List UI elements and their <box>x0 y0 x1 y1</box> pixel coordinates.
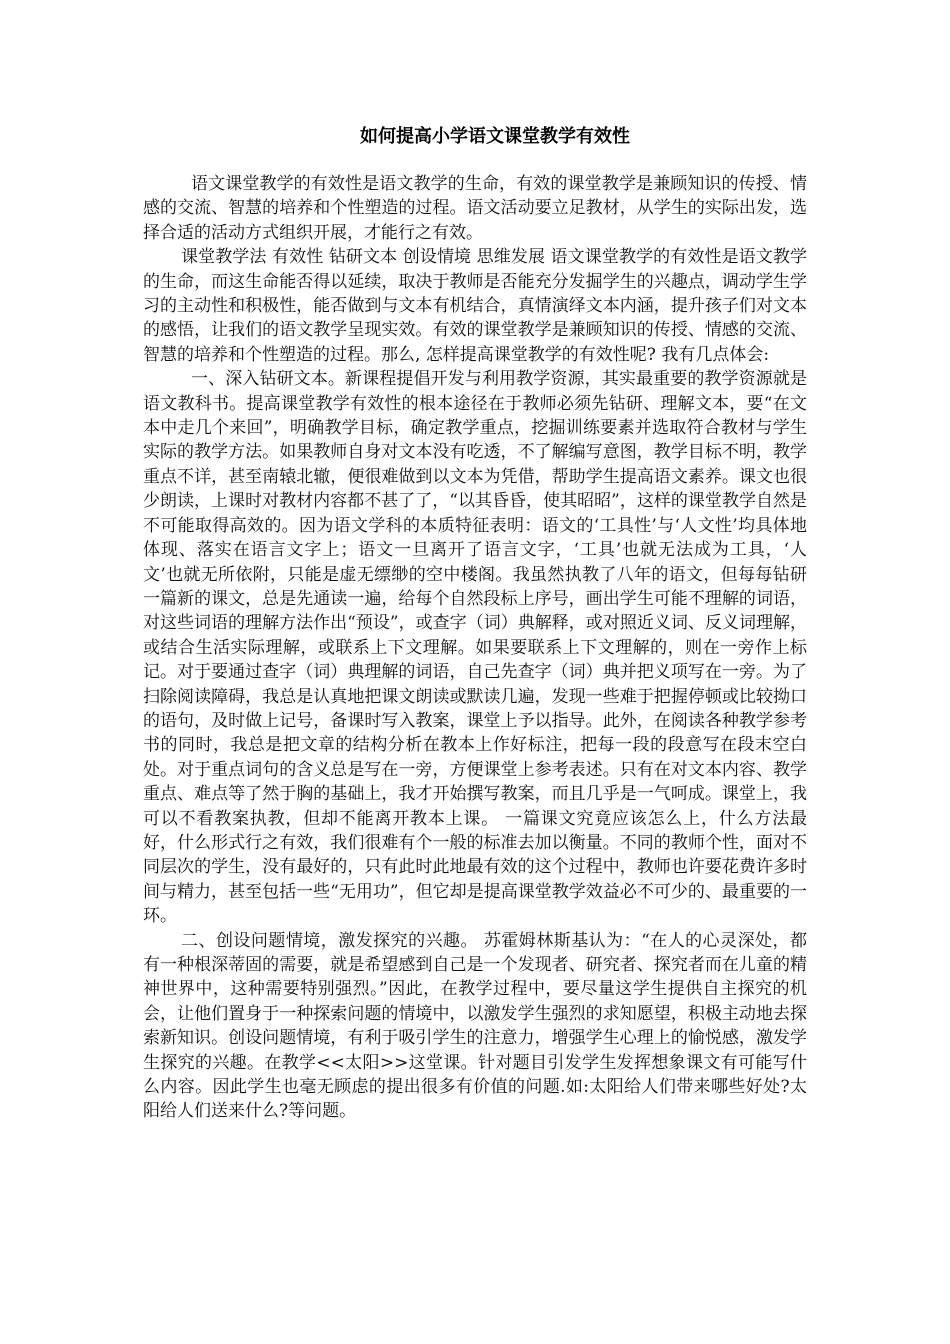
paragraph-intro: 语文课堂教学的有效性是语文教学的生命，有效的课堂教学是兼顾知识的传授、情感的交流、智慧的培养和个性塑造的过程。语文活动要立足教材，从学生的实际出发，选择合适的活动方式组织开展，才能行之有效。 <box>143 174 807 243</box>
paragraph-keywords: 课堂教学法 有效性 钻研文本 创设情境 思维发展 语文课堂教学的有效性是语文教学的生命，而这生命能否得以延续，取决于教师是否能充分发掘学生的兴趣点，调动学生学习的主动性和积极性，能否做到与文本有机结合，真情演绎文本内涵，提升孩子们对文本的感悟，让我们的语文教学呈现实效。有效的课堂教学是兼顾知识的传授、情感的交流、智慧的培养和个性塑造的过程。那么, 怎样提高课堂教学的有效性呢? 我有几点体会: <box>143 247 807 365</box>
document-title: 如何提高小学语文课堂教学有效性 <box>360 126 630 147</box>
paragraph-section-two: 二、创设问题情境，激发探究的兴趣。 苏霍姆林斯基认为：“在人的心灵深处，都有一种根深蒂固的需要，就是希望感到自己是一个发现者、研究者、探究者而在儿童的精神世界中，这种需要特别强烈。”因此，在教学过程中，要尽量这学生提供自主探究的机会，让他们置身于一种探索问题的情境中，以激发学生强烈的求知愿望，积极主动地去探索新知识。创设问题情境，有利于吸引学生的注意力，增强学生心理上的愉悦感，激发学生探究的兴趣。在教学<<太阳>>这堂课。针对题目引发学生发挥想象课文有可能写什么内容。因此学生也毫无顾虑的提出很多有价值的问题.如:太阳给人们带来哪些好处?太阳给人们送来什么?等问题。 <box>143 930 807 1122</box>
document-body <box>143 172 807 1124</box>
paragraph-section-one: 一、深入钻研文本。新课程提倡开发与利用教学资源，其实最重要的教学资源就是语文教科书。提高课堂教学有效性的根本途径在于教师必须先钻研、理解文本，要“在文本中走几个来回”，明确教学目标，确定教学重点，挖掘训练要素并选取符合教材与学生实际的教学方法。如果教师自身对文本没有吃透，不了解编写意图，教学目标不明，教学重点不详，甚至南辕北辙，便很难做到以文本为凭借，帮助学生提高语文素养。课文也很少朗读，上课时对教材内容都不甚了了，“以其昏昏，使其昭昭”，这样的课堂教学自然是不可能取得高效的。因为语文学科的本质特征表明：语文的‘工具性’与‘人文性’均具体地体现、落实在语言文字上；语文一旦离开了语言文字，‘工具’也就无法成为工具，‘人文’也就无所依附，只能是虚无缥缈的空中楼阁。我虽然执教了八年的语文，但每每钻研一篇新的课文，总是先通读一遍，给每个自然段标上序号，画出学生可能不理解的词语，对这些词语的理解方法作出“预设”，或查字（词）典解释，或对照近义词、反义词理解，或结合生活实际理解，或联系上下文理解。如果要联系上下文理解的，则在一旁作上标记。对于要通过查字（词）典理解的词语，自己先查字（词）典并把义项写在一旁。为了扫除阅读障碍，我总是认真地把课文朗读或默读几遍，发现一些难于把握停顿或比较拗口的语句，及时做上记号，备课时写入教案，课堂上予以指导。此外，在阅读各种教学参考书的同时，我总是把文章的结构分析在教本上作好标注，把每一段的段意写在段末空白处。对于重点词句的含义总是写在一旁，方便课堂上参考表述。只有在对文本内容、教学重点、难点等了然于胸的基础上，我才开始撰写教案，而且几乎是一气呵成。课堂上，我可以不看教案执教，但却不能离开教本上课。 一篇课文究竟应该怎么上，什么方法最好，什么形式行之有效，我们很难有个一般的标准去加以衡量。不同的教师个性，面对不同层次的学生，没有最好的，只有此时此地最有效的这个过程中，教师也许要花费许多时间与精力，甚至包括一些“无用功”，但它却是提高课堂教学效益必不可少的、最重要的一环。 <box>143 369 807 927</box>
